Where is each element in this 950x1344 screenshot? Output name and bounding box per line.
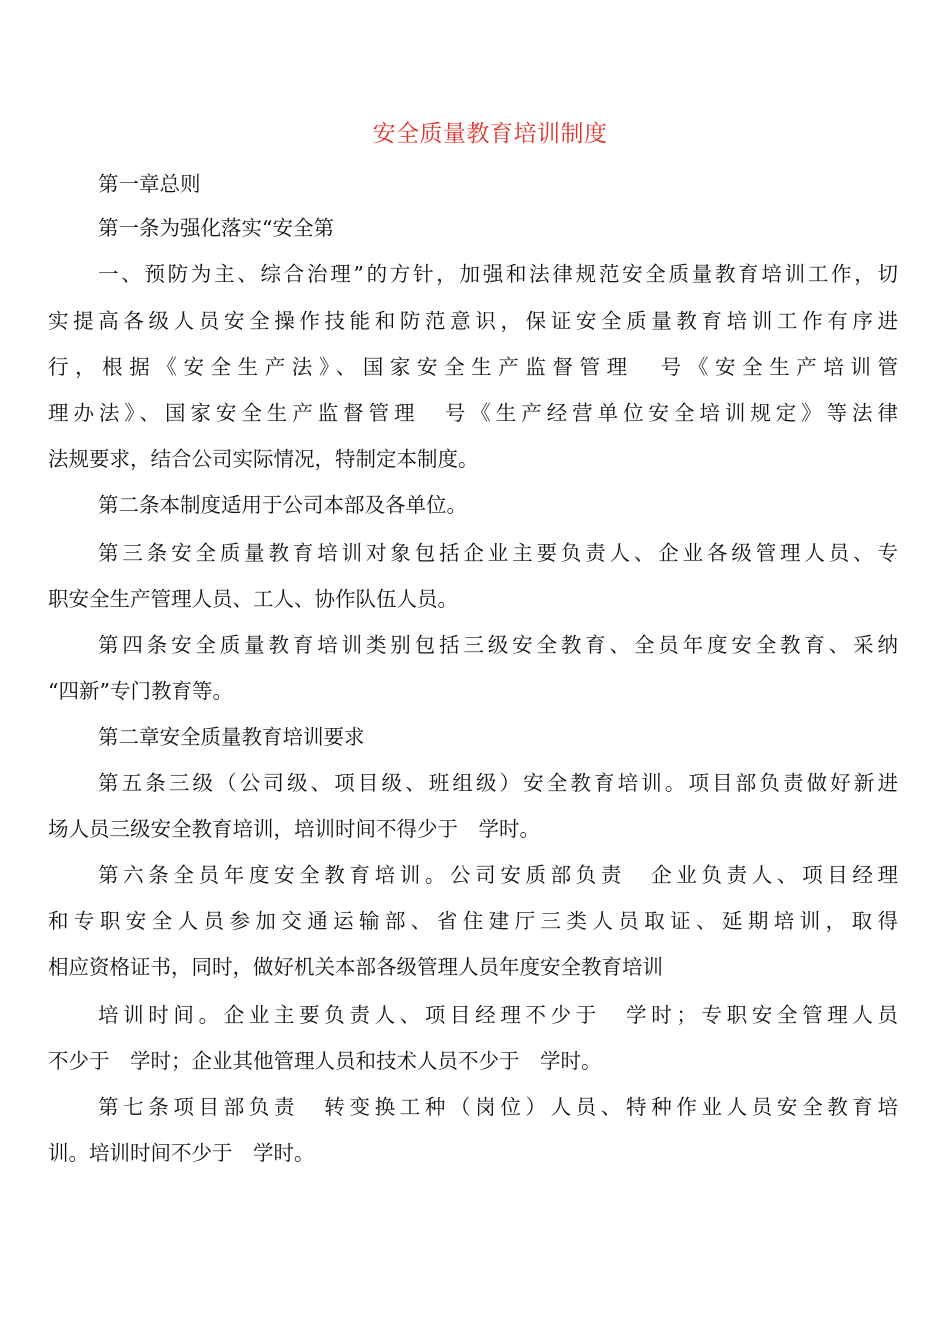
paragraph-line: 不少于 学时；企业其他管理人员和技术人员不少于 学时。: [48, 1049, 602, 1073]
paragraph-line: 一、预防为主、综合治理”的方针，加强和法律规范安全质量教育培训工作，切: [98, 262, 898, 286]
paragraph-line: 第三条安全质量教育培训对象包括企业主要负责人、企业各级管理人员、专: [98, 541, 898, 565]
paragraph-line: 理办法》、国家安全生产监督管理 号《生产经营单位安全培训规定》等法律: [48, 401, 898, 425]
paragraph-line: 相应资格证书，同时，做好机关本部各级管理人员年度安全教育培训: [48, 955, 663, 979]
document-title: 安全质量教育培训制度: [372, 121, 608, 147]
paragraph-line: 训。培训时间不少于 学时。: [48, 1141, 315, 1165]
paragraph-line: 职安全生产管理人员、工人、协作队伍人员。: [48, 587, 458, 611]
paragraph-line: 行，根据《安全生产法》、国家安全生产监督管理 号《安全生产培训管: [48, 355, 898, 379]
paragraph-line: 第七条项目部负责 转变换工种（岗位）人员、特种作业人员安全教育培: [98, 1095, 898, 1119]
paragraph-line: 第二条本制度适用于公司本部及各单位。: [98, 493, 467, 517]
chapter-heading: 第二章安全质量教育培训要求: [98, 725, 365, 749]
paragraph-line: 法规要求，结合公司实际情况，特制定本制度。: [48, 447, 479, 471]
paragraph-line: 第五条三级（公司级、项目级、班组级）安全教育培训。项目部负责做好新进: [98, 771, 898, 795]
paragraph-line: 实提高各级人员安全操作技能和防范意识，保证安全质量教育培训工作有序进: [48, 309, 898, 333]
paragraph-line: 场人员三级安全教育培训，培训时间不得少于 学时。: [48, 817, 540, 841]
paragraph-line: 第六条全员年度安全教育培训。公司安质部负责 企业负责人、项目经理: [98, 863, 898, 887]
paragraph-line: “四新”专门教育等。: [48, 679, 233, 703]
paragraph-line: 第一条为强化落实“安全第: [98, 216, 334, 240]
paragraph-line: 第四条安全质量教育培训类别包括三级安全教育、全员年度安全教育、采纳: [98, 633, 898, 657]
chapter-heading: 第一章总则: [98, 172, 201, 196]
paragraph-line: 培训时间。企业主要负责人、项目经理不少于 学时；专职安全管理人员: [98, 1003, 898, 1027]
paragraph-line: 和专职安全人员参加交通运输部、省住建厅三类人员取证、延期培训，取得: [48, 909, 898, 933]
